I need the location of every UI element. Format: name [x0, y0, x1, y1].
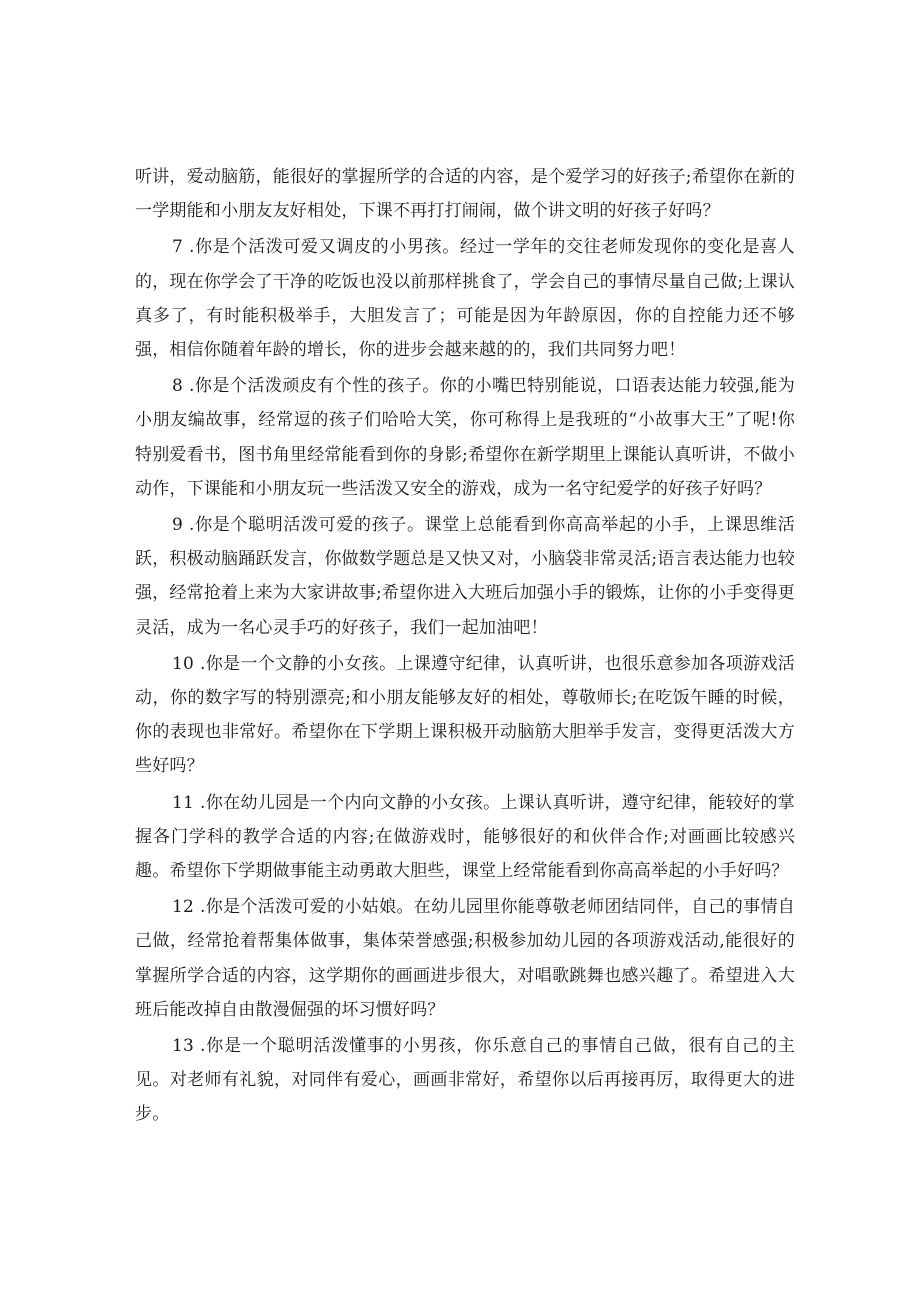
paragraph-number: 10	[172, 653, 195, 674]
paragraph-text: .你是一个聪明活泼懂事的小男孩，你乐意自己的事情自己做，很有自己的主见。对老师有礼貌，对同伴有爱心，画画非常好，希望你以后再接再厉，取得更大的进步。	[135, 1036, 795, 1125]
paragraph-12	[135, 890, 795, 1027]
paragraph-9	[135, 508, 795, 645]
paragraph-7	[135, 230, 795, 367]
paragraph-text: .你是个活泼可爱的小姑娘。在幼儿园里你能尊敬老师团结同伴，自己的事情自己做，经常抢着帮集体做事，集体荣誉感强;积极参加幼儿园的各项游戏活动,能很好的掌握所学合适的内容，这学期你的画画进步很大，对唱歌跳舞也感兴趣了。希望进入大班后能改掉自由散漫倔强的坏习惯好吗？	[135, 897, 795, 1020]
paragraph-continuation	[135, 160, 795, 228]
paragraph-8	[135, 369, 795, 506]
paragraph-text: .你是个聪明活泼可爱的孩子。课堂上总能看到你高高举起的小手，上课思维活跃，积极动脑踊跃发言，你做数学题总是又快又对，小脑袋非常灵活;语言表达能力也较强，经常抢着上来为大家讲故事;希望你进入大班后加强小手的锻炼，让你的小手变得更灵活，成为一名心灵手巧的好孩子，我们一起加油吧！	[135, 515, 795, 638]
paragraph-11	[135, 786, 795, 889]
paragraph-13	[135, 1029, 795, 1132]
paragraph-text: .你是个活泼可爱又调皮的小男孩。经过一学年的交往老师发现你的变化是喜人的，现在你学会了干净的吃饭也没以前那样挑食了，学会自己的事情尽量自己做;上课认真多了，有时能积极举手，大胆发言了；可能是因为年龄原因，你的自控能力还不够强，相信你随着年龄的增长，你的进步会越来越的的，我们共同努力吧！	[135, 237, 795, 361]
paragraph-number: 11	[172, 792, 195, 813]
paragraph-text: .你是个活泼顽皮有个性的孩子。你的小嘴巴特别能说，口语表达能力较强,能为小朋友编故事，经常逗的孩子们哈哈大笑，你可称得上是我班的“小故事大王”了呢!你特别爱看书，图书角里经常能看到你的身影;希望你在新学期里上课能认真听讲，不做小动作，下课能和小朋友玩一些活泼又安全的游戏，成为一名守纪爱学的好孩子好吗？	[135, 376, 795, 499]
paragraph-number: 8	[172, 376, 184, 397]
paragraph-number: 7	[172, 237, 184, 258]
paragraph-number: 13	[172, 1036, 195, 1057]
paragraph-number: 9	[172, 515, 184, 536]
paragraph-text: 听讲，爱动脑筋，能很好的掌握所学的合适的内容，是个爱学习的好孩子;希望你在新的一学期能和小朋友友好相处，下课不再打打闹闹，做个讲文明的好孩子好吗？	[135, 167, 795, 222]
document-body	[135, 160, 795, 1134]
paragraph-number: 12	[172, 897, 195, 918]
paragraph-text: .你是一个文静的小女孩。上课遵守纪律，认真听讲，也很乐意参加各项游戏活动，你的数字写的特别漂亮;和小朋友能够友好的相处，尊敬师长;在吃饭午睡的时候，你的表现也非常好。希望你在下学期上课积极开动脑筋大胆举手发言，变得更活泼大方些好吗？	[135, 653, 795, 777]
paragraph-text: .你在幼儿园是一个内向文静的小女孩。上课认真听讲，遵守纪律，能较好的掌握各门学科的教学合适的内容;在做游戏时，能够很好的和伙伴合作;对画画比较感兴趣。希望你下学期做事能主动勇敢大胆些，课堂上经常能看到你高高举起的小手好吗？	[135, 792, 795, 882]
paragraph-10	[135, 647, 795, 784]
